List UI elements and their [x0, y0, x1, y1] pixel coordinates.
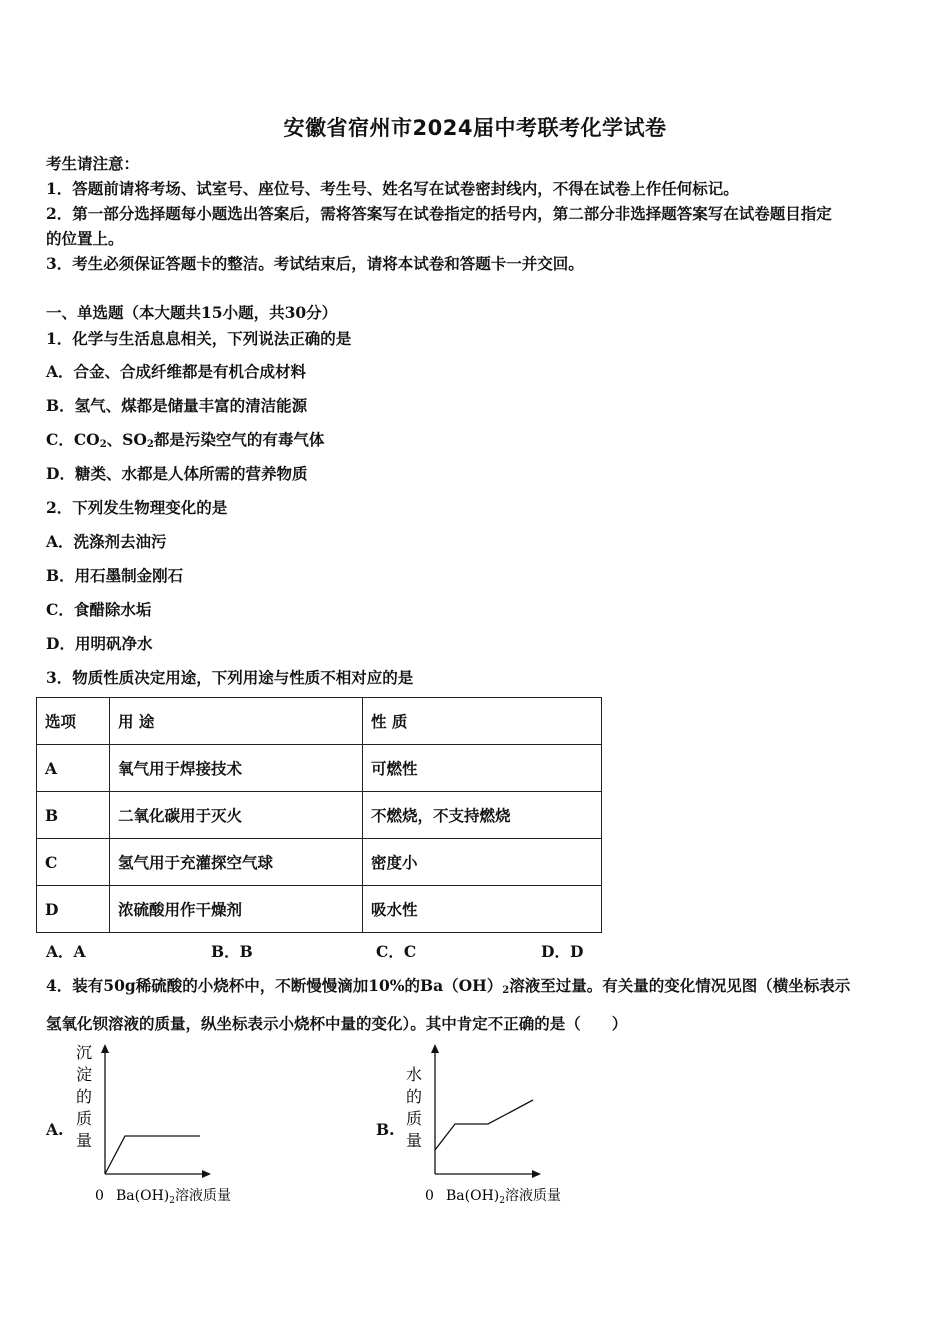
question-2-option-a: A．洗涤剂去油污 — [46, 532, 167, 551]
page-title: 安徽省宿州市2024届中考联考化学试卷 — [283, 116, 667, 140]
question-3-table — [36, 697, 602, 933]
question-4-stem-line-1: 4．装有50g稀硫酸的小烧杯中，不断慢慢滴加10%的$Ba(OH)_2$溶液至过量。有关量的变化情况见图（横坐标表示 — [46, 976, 851, 996]
graph-a — [70, 1040, 270, 1210]
notice-item-1: 1．答题前请将考场、试室号、座位号、考生号、姓名写在试卷密封线内，不得在试卷上作任何标记。 — [46, 179, 739, 198]
question-3-answer-b: B．B — [211, 942, 253, 961]
table-cell: 可燃性 — [363, 745, 602, 792]
table-cell: C — [37, 839, 110, 886]
table-cell: D — [37, 886, 110, 933]
svg-text:质: 质 — [76, 1109, 93, 1128]
table-header-row — [37, 698, 602, 745]
table-cell: B — [37, 792, 110, 839]
table-cell: A — [37, 745, 110, 792]
table-cell: 浓硫酸用作干燥剂 — [110, 886, 363, 933]
graph-a-option-label: A. — [46, 1120, 64, 1139]
table-cell: 密度小 — [363, 839, 602, 886]
section-heading: 一、单选题（本大题共15小题，共30分） — [46, 303, 338, 322]
table-header-cell: 用 途 — [110, 698, 363, 745]
graph-a-y-label — [76, 1043, 92, 1150]
question-1-option-a: A．合金、合成纤维都是有机合成材料 — [46, 362, 307, 381]
notice-item-2: 2．第一部分选择题每小题选出答案后，需将答案写在试卷指定的括号内，第二部分非选择题答案写在试卷题目指定 — [46, 204, 832, 223]
svg-text:淀: 淀 — [76, 1065, 93, 1084]
notice-item-2-continued: 的位置上。 — [46, 229, 124, 248]
table-row — [37, 792, 602, 839]
question-2-option-b: B．用石墨制金刚石 — [46, 566, 184, 585]
question-2-option-c: C．食醋除水垢 — [46, 600, 152, 619]
graph-a-origin: 0 — [95, 1188, 104, 1204]
table-cell: 不燃烧，不支持燃烧 — [363, 792, 602, 839]
graph-a-x-label: $Ba(OH)_2$溶液质量 — [116, 1188, 231, 1206]
svg-text:质: 质 — [406, 1109, 423, 1128]
graph-b-origin: 0 — [425, 1188, 434, 1204]
graph-b-curve — [435, 1100, 533, 1150]
svg-text:量: 量 — [406, 1131, 423, 1150]
table-row — [37, 839, 602, 886]
graph-b-option-label: B. — [376, 1120, 395, 1139]
table-cell: 氢气用于充灌探空气球 — [110, 839, 363, 886]
question-1-option-d: D．糖类、水都是人体所需的营养物质 — [46, 464, 308, 483]
graph-b — [400, 1040, 600, 1210]
graph-a-axes — [101, 1044, 211, 1178]
question-1-stem: 1．化学与生活息息相关，下列说法正确的是 — [46, 329, 352, 348]
table-cell: 氧气用于焊接技术 — [110, 745, 363, 792]
graph-a-curve — [105, 1136, 200, 1174]
table-cell: 吸水性 — [363, 886, 602, 933]
question-4-stem-line-2: 氢氧化钡溶液的质量，纵坐标表示小烧杯中量的变化）。其中肯定不正确的是（ ） — [46, 1014, 628, 1033]
table-row — [37, 886, 602, 933]
svg-text:的: 的 — [76, 1087, 93, 1106]
svg-text:沉: 沉 — [76, 1043, 93, 1062]
table-header-cell: 性 质 — [363, 698, 602, 745]
svg-text:水: 水 — [406, 1065, 423, 1084]
notice-item-3: 3．考生必须保证答题卡的整洁。考试结束后，请将本试卷和答题卡一并交回。 — [46, 254, 584, 273]
graph-b-y-label — [406, 1065, 422, 1150]
table-cell: 二氧化碳用于灭火 — [110, 792, 363, 839]
question-1-option-c: C．$CO_2$、$SO_2$都是污染空气的有毒气体 — [46, 430, 325, 450]
svg-text:量: 量 — [76, 1131, 93, 1150]
question-2-stem: 2．下列发生物理变化的是 — [46, 498, 228, 517]
question-3-answer-c: C．C — [376, 942, 417, 961]
question-3-answer-d: D．D — [541, 942, 584, 961]
notice-heading: 考生请注意： — [46, 154, 140, 173]
svg-text:的: 的 — [406, 1087, 423, 1106]
question-3-answer-a: A．A — [46, 942, 86, 961]
table-row — [37, 745, 602, 792]
table-header-cell: 选项 — [37, 698, 110, 745]
graph-b-axes — [431, 1044, 541, 1178]
question-3-stem: 3．物质性质决定用途，下列用途与性质不相对应的是 — [46, 668, 414, 687]
graph-b-x-label: $Ba(OH)_2$溶液质量 — [446, 1188, 561, 1206]
question-1-option-b: B．氢气、煤都是储量丰富的清洁能源 — [46, 396, 308, 415]
question-2-option-d: D．用明矾净水 — [46, 634, 153, 653]
